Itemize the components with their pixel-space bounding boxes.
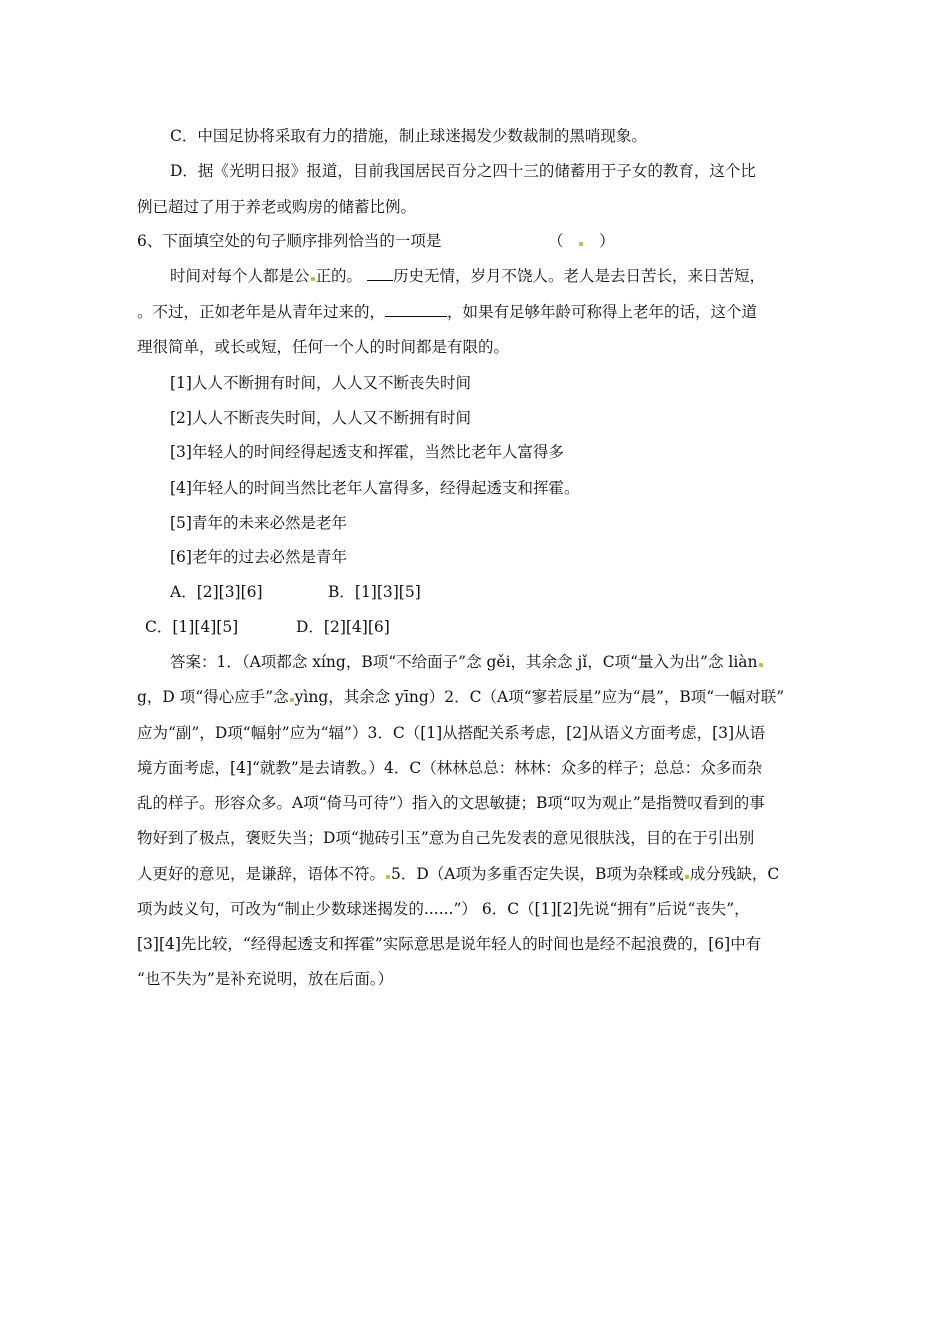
q6-item-1: [1]人人不断拥有时间，人人又不断丧失时间 — [170, 374, 471, 392]
q6-answer-paren: （ ） — [548, 232, 615, 250]
answer-line3: 应为“副”，D项“幅射”应为“辐”）3．C（[1]从搭配关系考虑，[2]从语义方面考虑，[3]从语 — [137, 724, 766, 742]
q6-item-2: [2]人人不断丧失时间，人人又不断拥有时间 — [170, 409, 471, 427]
answer-line8: 项为歧义句，可改为“制止少数球迷揭发的......”） 6．C（[1][2]先说“拥有”后说“丧失”， — [137, 900, 750, 918]
q5-option-d-line1: D．据《光明日报》报道，目前我国居民百分之四十三的储蓄用于子女的教育，这个比 — [170, 162, 756, 180]
answer-line5: 乱的样子。形容众多。A项“倚马可待”）指入的文思敏捷；B项“叹为观止”是指赞叹看到的事 — [137, 794, 765, 812]
q6-stem: 6、下面填空处的句子顺序排列恰当的一项是 — [137, 232, 442, 250]
q6-option-c: C．[1][4][5] — [145, 618, 239, 636]
dot-mark — [290, 698, 294, 702]
answer-line4: 境方面考虑，[4]“就教”是去请教。）4．C（林林总总：林林：众多的样子；总总：众多而杂 — [137, 759, 763, 777]
q5-option-d-line2: 例已超过了用于养老或购房的储蓄比例。 — [137, 198, 417, 216]
q6-item-6: [6]老年的过去必然是青年 — [170, 548, 347, 566]
answer-line10: “也不失为”是补充说明，放在后面。） — [137, 970, 394, 988]
dot-mark — [311, 277, 315, 281]
q6-item-3: [3]年轻人的时间经得起透支和挥霍，当然比老年人富得多 — [170, 443, 564, 461]
answer-line6: 物好到了极点，褒贬失当；D项“抛砖引玉”意为自己先发表的意见很肤浅，目的在于引出别 — [137, 829, 755, 847]
dot-mark — [579, 242, 583, 246]
fill-blank-1 — [367, 266, 393, 281]
q6-passage-line1: 时间对每个人都是公 正的。 历史无情，岁月不饶人。老人是去日苦长，来日苦短， — [170, 267, 765, 285]
q5-option-c: C．中国足协将采取有力的措施，制止球迷揭发少数裁制的黑哨现象。 — [170, 127, 647, 145]
q6-passage-line3: 理很简单，或长或短，任何一个人的时间都是有限的。 — [137, 338, 510, 356]
q6-passage-line2: 。不过，正如老年是从青年过来的， ，如果有足够年龄可称得上老年的话，这个道 — [137, 303, 758, 321]
answer-line2: g，D 项“得心应手”念 yìng，其余念 yīng）2．C（A项“寥若辰星”应为“晨”，B项“一幅对联” — [137, 688, 785, 706]
answer-line1: 答案：1．（A项都念 xíng，B项“不给面子”念 gěi，其余念 jǐ，C项“量入为出”念 liàn — [170, 651, 764, 673]
dot-mark — [685, 875, 689, 879]
fill-blank-2 — [385, 302, 447, 317]
dot-mark — [759, 663, 763, 667]
answer-line9: [3][4]先比较，“经得起透支和挥霍”实际意思是说年轻人的时间也是经不起浪费的，[6]中有 — [137, 935, 762, 953]
q6-option-b: B．[1][3][5] — [328, 583, 421, 601]
q6-item-4: [4]年轻人的时间当然比老年人富得多，经得起透支和挥霍。 — [170, 479, 580, 497]
q6-item-5: [5]青年的未来必然是老年 — [170, 514, 347, 532]
q6-option-d: D．[2][4][6] — [296, 618, 390, 636]
answer-line7: 人更好的意见，是谦辞，语体不符。 5．D（A项为多重否定失误，B项为杂糅或 成分残缺，C — [137, 865, 780, 883]
q6-option-a: A．[2][3][6] — [170, 583, 263, 601]
dot-mark — [386, 875, 390, 879]
